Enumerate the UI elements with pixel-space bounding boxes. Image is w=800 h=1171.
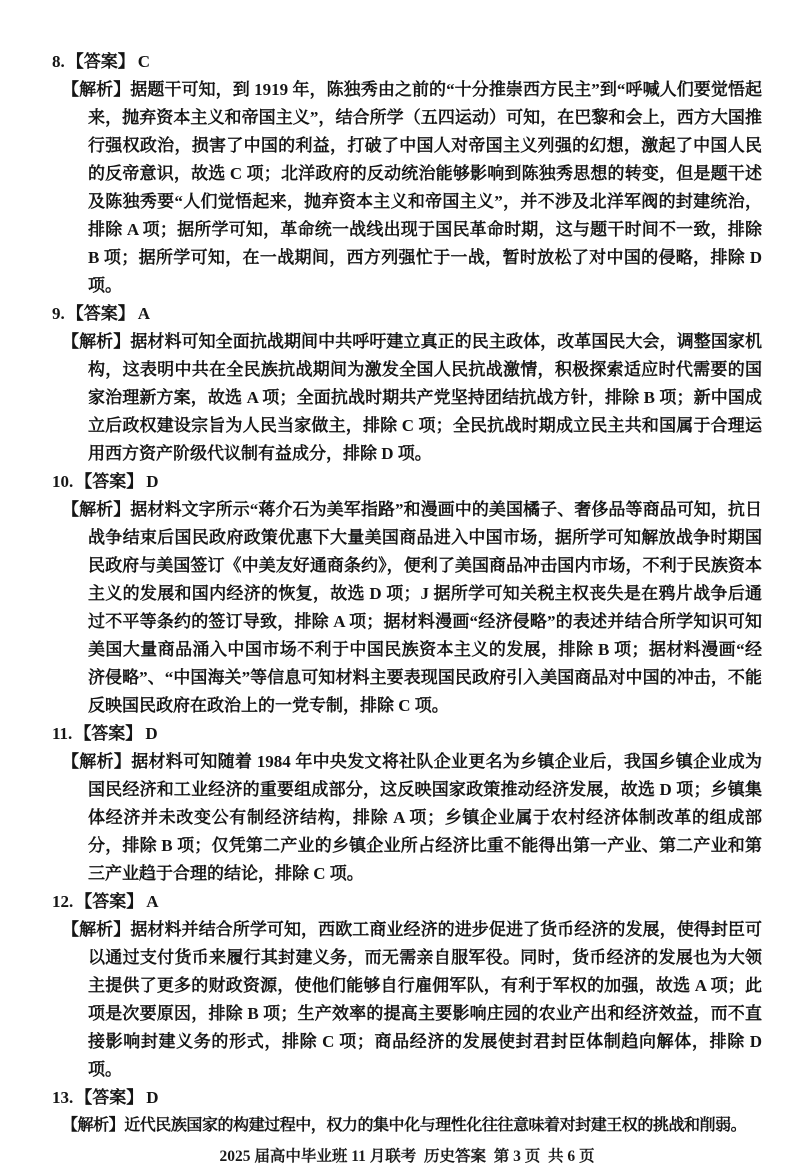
answer-letter: A	[137, 304, 151, 323]
analysis-paragraph	[62, 748, 763, 888]
answer-item-9	[52, 300, 762, 468]
answer-line	[52, 48, 762, 76]
answer-label: 【答案】	[75, 892, 144, 911]
answer-line	[52, 720, 762, 748]
question-number: 10.	[52, 472, 74, 491]
analysis-paragraph	[62, 1112, 762, 1140]
answer-line	[52, 888, 762, 916]
answer-letter: D	[146, 1088, 159, 1107]
analysis-paragraph	[62, 328, 763, 468]
analysis-label: 【解析】	[62, 332, 131, 351]
answer-letter: A	[146, 892, 159, 911]
answer-line	[52, 468, 762, 496]
answer-label: 【答案】	[66, 304, 135, 323]
answer-line	[52, 1084, 762, 1112]
answer-item-12	[52, 888, 762, 1084]
question-number: 12.	[52, 892, 74, 911]
answer-label: 【答案】	[74, 724, 143, 743]
answer-line	[52, 300, 762, 328]
answer-letter: C	[137, 52, 151, 71]
analysis-text: 近代民族国家的构建过程中，权力的集中化与理性化往往意味着对封建王权的挑战和削弱。	[124, 1117, 747, 1134]
answer-letter: D	[145, 724, 158, 743]
analysis-text: 据材料可知全面抗战期间中共呼吁建立真正的民主政体，改革国民大会，调整国家机构，这表明中共在全民族抗战期间为激发全国人民抗战激情，积极探索适应时代需要的国家治理新方案，故选 A 项；全面抗战时期共产党坚持团结抗战方针，排除 B 项；新中国成立后政权建设宗旨为人民当家做主，排除 C 项；全民抗战时期成立民主共和国属于合理运用西方资产阶级代议制有益成分，排除 D 项。	[88, 332, 763, 463]
question-number: 8.	[52, 52, 65, 71]
analysis-label: 【解析】	[62, 920, 131, 939]
analysis-text: 据材料文字所示“蒋介石为美军指路”和漫画中的美国橘子、奢侈品等商品可知，抗日战争结束后国民政府政策优惠下大量美国商品进入中国市场，据所学可知解放战争时期国民政府与美国签订《中美友好通商条约》，便利了美国商品冲击国内市场，不利于民族资本主义的发展和国内经济的恢复，故选 D 项；J 据所学可知关税主权丧失是在鸦片战争后通过不平等条约的签订导致，排除 A 项；据材料漫画“经济侵略”的表述并结合所学知识可知美国大量商品涌入中国市场不利于中国民族资本主义的发展，排除 B 项；据材料漫画“经济侵略”、“中国海关”等信息可知材料主要表现国民政府引入美国商品对中国的冲击，不能反映国民政府在政治上的一党专制，排除 C 项。	[88, 500, 763, 715]
analysis-text: 据材料并结合所学可知，西欧工商业经济的进步促进了货币经济的发展，使得封臣可以通过支付货币来履行其封建义务，而无需亲自服军役。同时，货币经济的发展也为大领主提供了更多的财政资源，使他们能够自行雇佣军队，有利于军权的加强，故选 A 项；此项是次要原因，排除 B 项；生产效率的提高主要影响庄园的农业产出和经济效益，而不直接影响封建义务的形式，排除 C 项；商品经济的发展使封君封臣体制趋向解体，排除 D 项。	[88, 920, 763, 1079]
question-number: 9.	[52, 304, 65, 323]
answer-label: 【答案】	[66, 52, 135, 71]
question-number: 11.	[52, 724, 73, 743]
page-footer	[52, 1143, 762, 1171]
analysis-label: 【解析】	[62, 80, 131, 99]
question-number: 13.	[52, 1088, 74, 1107]
answer-label: 【答案】	[75, 472, 144, 491]
answer-item-10	[52, 468, 762, 720]
answer-label: 【答案】	[75, 1088, 144, 1107]
answer-item-13	[52, 1084, 762, 1140]
analysis-label: 【解析】	[62, 752, 132, 771]
analysis-text: 据材料可知随着 1984 年中央发文将社队企业更名为乡镇企业后，我国乡镇企业成为国民经济和工业经济的重要组成部分，这反映国家政策推动经济发展，故选 D 项；乡镇集体经济并未改变公有制经济结构，排除 A 项；乡镇企业属于农村经济体制改革的组成部分，排除 B 项；仅凭第二产业的乡镇企业所占经济比重不能得出第一产业、第二产业和第三产业趋于合理的结论，排除 C 项。	[88, 752, 763, 883]
analysis-paragraph	[62, 496, 763, 720]
answer-item-8	[52, 48, 762, 300]
footer-text: 2025 届高中毕业班 11 月联考 历史答案 第 3 页 共 6 页	[219, 1148, 595, 1165]
answer-item-11	[52, 720, 762, 888]
analysis-paragraph	[62, 76, 763, 300]
analysis-paragraph	[62, 916, 763, 1084]
answer-letter: D	[146, 472, 159, 491]
analysis-label: 【解析】	[62, 500, 131, 519]
analysis-text: 据题干可知，到 1919 年，陈独秀由之前的“十分推崇西方民主”到“呼喊人们要觉悟起来，抛弃资本主义和帝国主义”，结合所学（五四运动）可知，在巴黎和会上，西方大国推行强权政治，损害了中国的利益，打破了中国人对帝国主义列强的幻想，激起了中国人民的反帝意识，故选 C 项；北洋政府的反动统治能够影响到陈独秀思想的转变，但是题干述及陈独秀要“人们觉悟起来，抛弃资本主义和帝国主义”，并不涉及北洋军阀的封建统治，排除 A 项；据所学可知，革命统一战线出现于国民革命时期，这与题干时间不一致，排除 B 项；据所学可知，在一战期间，西方列强忙于一战，暂时放松了对中国的侵略，排除 D 项。	[88, 80, 763, 295]
analysis-label: 【解析】	[62, 1117, 125, 1134]
